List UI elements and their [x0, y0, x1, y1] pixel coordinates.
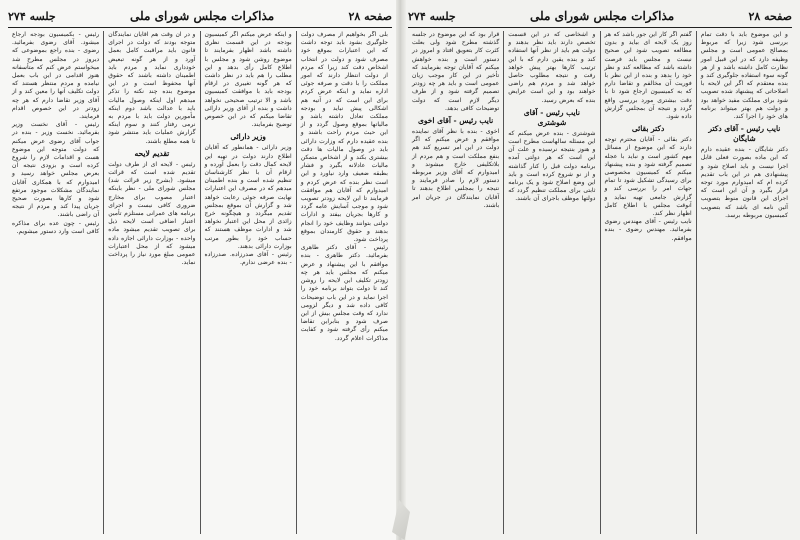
paragraph: دکتر بقائی - آقایان محترم توجه دارند که این موضوع از مسائل مهم کشور است و نباید با عجله تصمیم گرفته شود و بنده پیشنهاد میکنم که کمیسیون مخصوصی برای رسیدگی تشکیل شود تا تمام جهات امر را بررسی کند و گزارش جامعی تهیه نماید و آنوقت مجلس با اطلاع کامل اظهار نظر کند.: [604, 136, 692, 218]
paragraph: و اینکه عرض میکنم اگر کمیسیون بودجه در این قسمت نظری داشته باشد اظهار بفرمایند تا موضوع روشن شود و مجلس با اطلاع کامل رأی بدهد و این مطلب را هم باید در نظر داشت که هر گونه تغییری در ارقام بودجه باید با موافقت کمیسیون باشد و الا ترتیب صحیحی نخواهد داشت و بنده از آقای وزیر دارائی تقاضا میکنم که در این خصوص توضیح بفرمایند.: [204, 31, 292, 129]
section-heading: نایب رئیس - آقای اخوی: [418, 116, 494, 126]
paragraph: بلی اگر بخواهیم از مصرف دولت جلوگیری بشود باید توجه داشت که این اعتبارات بموقع خود مصرف شود و دولت در انتخاب اشخاص دقت کند زیرا که مردم از دولت انتظار دارند که امور مملکت را با دقت و صرفه جوئی اداره نماید و اینکه عرض کردم برای این است که در آتیه هم اشکالی پیش نیاید و بودجه مملکت تعادل داشته باشد و مالیاتها بموقع وصول گردد و از این حیث مردم راحت باشند و بنده عقیده دارم که وزارت دارائی باید در وصول مالیات ها دقت بیشتری بکند و از اشخاص متمکن مالیات عادلانه بگیرد و فشار بطبقه ضعیف وارد نیاورد و این است نظر بنده که عرض کردم و امیدوارم که آقایان هم موافقت فرمایند تا این لایحه زودتر تصویب شود و موجب آسایش عامه گردد و کارها بجریان بیفتد و ادارات دولتی بتوانند وظایف خود را انجام بدهند و حقوق کارمندان بموقع پرداخت شود.: [300, 31, 388, 244]
paragraph: و اشخاصی که در این قسمت تخصص دارند باید نظر بدهند و دولت هم باید از نظر آنها استفاده کند و بنده یقین دارم که با این ترتیب کارها بهتر پیش خواهد رفت و نتیجه مطلوب حاصل خواهد شد و مردم هم راضی خواهند بود و این است عرایض بنده که بعرض رسید.: [508, 31, 596, 104]
paragraph: شوشتری - بنده عرض میکنم که این مسئله سالهاست مطرح است و هنوز بنتیجه نرسیده و علت آن این است که هر دولتی آمده برنامه دولت قبل را کنار گذاشته و از نو شروع کرده است و باید این وضع اصلاح شود و یک برنامه ثابتی برای مملکت تنظیم گردد که دولتها موظف باجرای آن باشند.: [508, 129, 596, 203]
paragraph: رئیس - آقای نخست وزیر بفرمائید. نخست وزیر - بنده در جواب آقای رضوی عرض میکنم که دولت متوجه این موضوع هست و اقدامات لازم را شروع کرده است و بزودی نتیجه آن بعرض مجلس خواهد رسید و امیدوارم که با همکاری آقایان نمایندگان مشکلات موجود مرتفع شود و کارها بصورت صحیح جریان پیدا کند و مردم از نتیجه آن راضی باشند.: [12, 121, 100, 219]
text-column: [504, 31, 600, 534]
right-page: [400, 0, 800, 540]
text-column: [408, 31, 504, 534]
text-column: [697, 31, 792, 534]
section-heading: نایب رئیس - آقای شوشتری: [523, 107, 580, 127]
paragraph: و در آن وقت هم آقایان نمایندگان متوجه بودند که دولت در اجرای قانون باید مراقبت کامل بعمل آورد و از هر گونه تبعیض خودداری نماید و مردم باید اطمینان داشته باشند که حقوق آنها محفوظ است و در این موضوع بنده چند نکته را تذکر میدهم اول اینکه وصول مالیات باید با عدالت باشد دوم اینکه مأمورین دولت باید با مردم به نرمی رفتار کنند و سوم اینکه گزارش عملیات باید منتشر شود تا همه مطلع باشند.: [108, 31, 196, 145]
left-page-columns: [8, 31, 392, 534]
paragraph: دکتر شایگان - بنده عقیده دارم که این ماده بصورت فعلی قابل اجرا نیست و باید اصلاح شود و پیشنهادی هم در این باب تقدیم کرده ام که امیدوارم مورد توجه قرار بگیرد و آن این است که اجرای این قانون منوط بتصویب آئین نامه ای باشد که بتصویب کمیسیون مربوطه برسد.: [700, 146, 788, 219]
text-column: [201, 31, 297, 534]
paragraph: وزیر دارائی - همانطور که آقایان اطلاع دارند دولت در تهیه این لایحه کمال دقت را بعمل آورده و ارقام آن با نظر کارشناسان تنظیم شده است و بنده اطمینان میدهم که در مصرف این اعتبارات نهایت صرفه جوئی رعایت خواهد شد و گزارش آن بموقع بمجلس تقدیم میگردد و هیچگونه خرج زائدی از محل این اعتبار نخواهد شد و ادارات موظف هستند که حساب خود را بطور مرتب بوزارت دارائی بدهند.: [204, 144, 292, 250]
section-heading: وزیر دارائی: [230, 132, 266, 142]
right-page-columns: [408, 31, 792, 534]
paragraph: رئیس - آقای صدرزاده. صدرزاده - بنده عرضی ندارم.: [204, 251, 292, 267]
paragraph: گفتم اگر کار این جور باشد که هر روز یک لایحه ای بیاید و بدون مطالعه تصویب شود این صحیح نیست و مجلس باید فرصت داشته باشد که مطالعه کند و نظر خود را بدهد و بنده از این نظر با فوریت آن مخالفم و تقاضا دارم که به کمیسیون ارجاع شود تا با دقت بیشتری مورد بررسی واقع گردد و نتیجه آن بمجلس گزارش داده شود.: [604, 31, 692, 121]
paragraph: رئیس - چون عده برای مذاکره کافی است وارد دستور میشویم.: [12, 219, 100, 235]
section-heading: تقدیم لایحه: [134, 148, 170, 158]
right-page-header: [408, 6, 792, 26]
book-spine: [396, 0, 406, 540]
paragraph: و این موضوع باید با دقت تمام بررسی شود زیرا که مربوط بمصالح عمومی است و مجلس وظیفه دارد که در این قبیل امور نظارت کامل داشته باشد و از هر گونه سوء استفاده جلوگیری کند و بنده معتقدم که اگر این لایحه با اصلاحاتی که پیشنهاد شده تصویب شود برای مملکت مفید خواهد بود و دولت هم بهتر میتواند برنامه های خود را اجرا کند.: [700, 31, 788, 121]
left-page-header: [8, 6, 392, 26]
paragraph: رئیس - لایحه ای از طرف دولت تقدیم شده است که قرائت میشود. (بشرح زیر قرائت شد) مجلس شورای ملی - نظر باینکه اعتبار مصوب برای مخارج ضروری کافی نیست و اجرای برنامه های عمرانی مستلزم تأمین اعتبار اضافی است لایحه ذیل برای تصویب تقدیم میشود ماده واحده - بوزارت دارائی اجازه داده میشود که از محل اعتبارات عمومی مبلغ مورد نیاز را پرداخت نماید.: [108, 160, 196, 267]
text-column: [8, 31, 104, 534]
section-heading: نایب رئیس - آقای دکتر شایگان: [708, 124, 781, 144]
page-title: مذاکرات مجلس شورای ملی: [529, 9, 675, 23]
page-title: مذاکرات مجلس شورای ملی: [129, 9, 275, 23]
session-label: جلسه ۲۷۴: [8, 9, 56, 23]
session-label: جلسه ۲۷۴: [408, 9, 456, 23]
paragraph: رئیس - آقای دکتر طاهری بفرمائید. دکتر طاهری - بنده موافقم با این پیشنهاد و عرض میکنم که مجلس باید هر چه زودتر تکلیف این لایحه را روشن کند تا دولت بتواند برنامه خود را اجرا نماید و در این باب توضیحات کافی داده شد و دیگر لزومی ندارد که وقت مجلس بیش از این صرف شود و بنابراین تقاضا میکنم رأی گرفته شود و کفایت مذاکرات اعلام گردد.: [300, 244, 388, 342]
text-column: [297, 31, 392, 534]
header-rule: [8, 27, 392, 28]
section-heading: دکتر بقائی: [631, 124, 665, 134]
page-number: صفحه ۲۸: [348, 9, 392, 23]
paragraph: رئیس - بکمیسیون بودجه ارجاع میشود. آقای رضوی بفرمائید. رضوی - بنده راجع بموضوعی که دیروز در مجلس مطرح شد میخواستم عرض کنم که متأسفانه هنوز اقدامی در این باب بعمل نیامده و مردم منتظر هستند که دولت تکلیف آنها را معین کند و از آقای وزیر تقاضا دارم که هر چه زودتر در این خصوص اقدام فرمایند.: [12, 31, 100, 121]
paragraph: نایب رئیس - آقای مهندس رضوی بفرمائید. مهندس رضوی - بنده موافقم.: [604, 218, 692, 242]
text-column: [601, 31, 697, 534]
paragraph: قرار بود که این موضوع در جلسه گذشته مطرح شود ولی بعلت کثرت کار بتعویق افتاد و امروز در دستور است و بنده خواهش میکنم که آقایان توجه بفرمایند که تأخیر در این کار موجب زیان عمومی است و باید هر چه زودتر تصمیم گرفته شود و از طرف دیگر لازم است که دولت توضیحات کافی بدهد.: [412, 31, 500, 112]
text-column: [104, 31, 200, 534]
page-number: صفحه ۲۸: [748, 9, 792, 23]
paragraph: اخوی - بنده با نظر آقای نماینده موافقم و عرض میکنم که اگر دولت در این امر تسریع کند هم بنفع مملکت است و هم مردم از بلاتکلیفی خارج میشوند و امیدوارم که آقای وزیر مربوطه دستور لازم را صادر فرمایند و نتیجه را بمجلس اطلاع بدهند تا آقایان نمایندگان در جریان امر باشند.: [412, 128, 500, 209]
header-rule: [408, 27, 792, 28]
